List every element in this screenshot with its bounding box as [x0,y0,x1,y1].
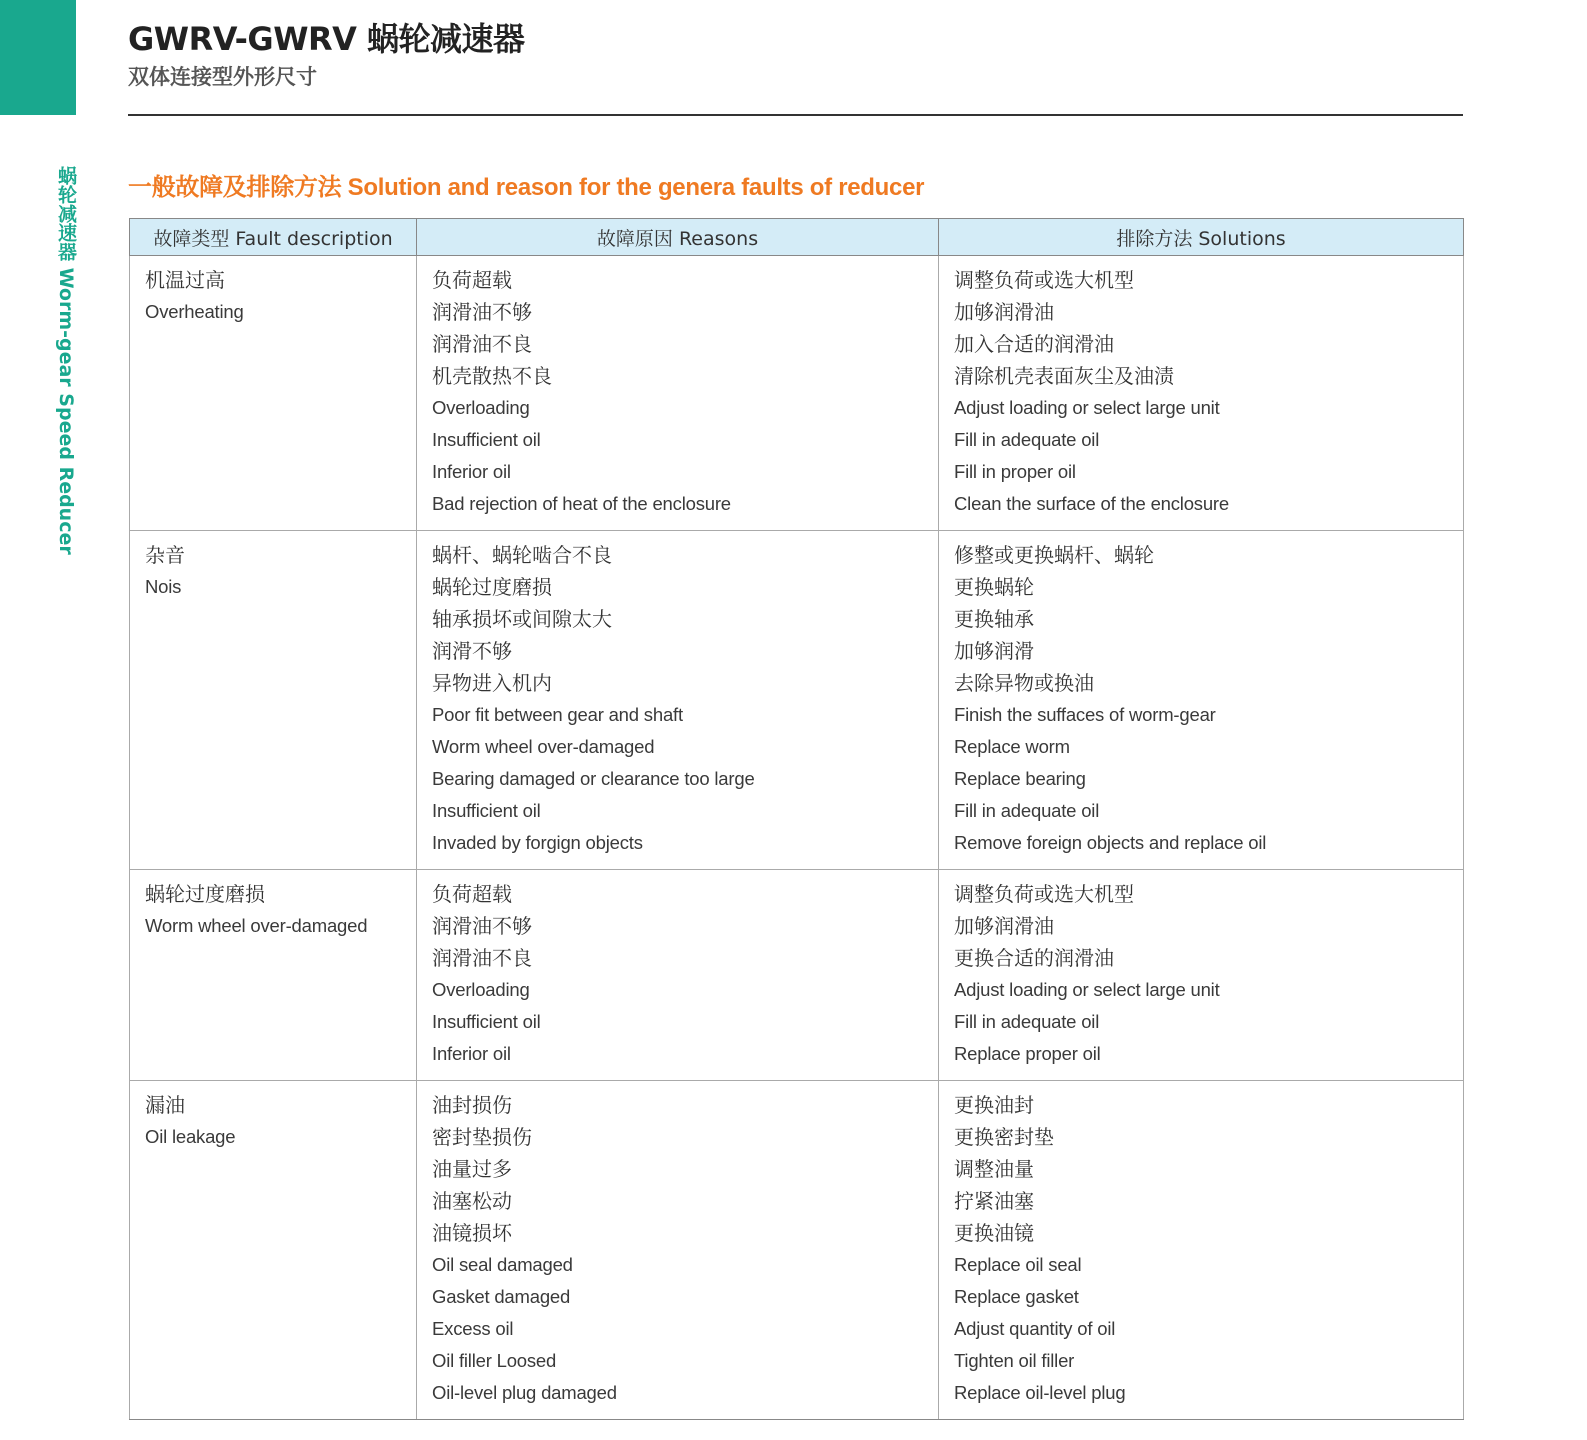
cell-line: 更换合适的润滑油 [954,946,1114,970]
cell-line: 加够润滑 [954,639,1034,663]
fault-table-body [130,256,1464,1420]
section-title: 一般故障及排除方法 Solution and reason for the genera faults of reducer [128,174,925,201]
page-subtitle: 双体连接型外形尺寸 [128,65,317,89]
cell-line: Oil leakage [145,1126,236,1147]
table-row [130,1081,1464,1420]
cell-line: 机壳散热不良 [432,364,552,388]
cell-line: 拧紧油塞 [954,1189,1034,1213]
cell-line: 加够润滑油 [954,914,1054,938]
cell-line: 机温过高 [145,268,225,292]
cell-line: Replace gasket [954,1286,1079,1307]
cell-line: 油塞松动 [432,1189,512,1213]
cell-line: Inferior oil [432,461,511,482]
cell-line: 蜗轮过度磨损 [432,575,552,599]
cell-line: 润滑不够 [432,639,512,663]
cell-line: 轴承损坏或间隙太大 [432,607,612,631]
cell-line: Overloading [432,979,530,1000]
cell-line: 修整或更换蜗杆、蜗轮 [954,543,1154,567]
cell-line: Overloading [432,397,530,418]
cell-line: Oil-level plug damaged [432,1382,617,1403]
reasons-cell [417,256,939,531]
cell-line: 蜗轮过度磨损 [145,882,265,906]
cell-line: 油封损伤 [432,1093,512,1117]
cell-line: 调整负荷或选大机型 [954,268,1134,292]
side-label: 蜗轮减速器 Worm-gear Speed Reducer [55,166,77,555]
fault-table [129,218,1464,1420]
cell-line: Oil seal damaged [432,1254,573,1275]
cell-line: 润滑油不良 [432,332,532,356]
cell-line: 更换蜗轮 [954,575,1034,599]
header-fault-description: 故障类型 Fault description [130,219,417,256]
cell-line: 去除异物或换油 [954,671,1094,695]
cell-line: Adjust quantity of oil [954,1318,1116,1339]
cell-line: Fill in adequate oil [954,429,1100,450]
cell-line: 润滑油不良 [432,946,532,970]
cell-line: 更换油封 [954,1093,1034,1117]
cell-line: 加够润滑油 [954,300,1054,324]
cell-line: Replace oil seal [954,1254,1082,1275]
cell-line: Worm wheel over-damaged [145,915,368,936]
cell-line: Fill in proper oil [954,461,1076,482]
fault-cell [130,531,417,870]
fault-cell [130,256,417,531]
cell-line: Overheating [145,301,244,322]
cell-line: 漏油 [145,1093,185,1117]
cell-line: Inferior oil [432,1043,511,1064]
cell-line: 负荷超载 [432,882,512,906]
cell-line: Tighten oil filler [954,1350,1075,1371]
cell-line: Insufficient oil [432,429,541,450]
cell-line: 调整负荷或选大机型 [954,882,1134,906]
cell-line: Replace bearing [954,768,1086,789]
solutions-cell [939,1081,1464,1420]
cell-line: Bad rejection of heat of the enclosure [432,493,731,514]
cell-line: Fill in adequate oil [954,1011,1100,1032]
cell-line: Worm wheel over-damaged [432,736,655,757]
cell-line: 更换轴承 [954,607,1034,631]
reasons-cell [417,870,939,1081]
cell-line: Excess oil [432,1318,514,1339]
cell-line: Insufficient oil [432,1011,541,1032]
header-solutions: 排除方法 Solutions [939,219,1464,256]
fault-cell [130,870,417,1081]
cell-line: 调整油量 [954,1157,1034,1181]
side-accent-block [0,0,76,115]
cell-line: Nois [145,576,182,597]
cell-line: Finish the suffaces of worm-gear [954,704,1216,725]
cell-line: 油量过多 [432,1157,512,1181]
solutions-cell [939,256,1464,531]
cell-line: 负荷超载 [432,268,512,292]
cell-line: 杂音 [145,543,185,567]
cell-line: Remove foreign objects and replace oil [954,832,1267,853]
cell-line: 更换密封垫 [954,1125,1054,1149]
cell-line: Adjust loading or select large unit [954,397,1220,418]
table-row [130,256,1464,531]
cell-line: Insufficient oil [432,800,541,821]
header-divider [128,114,1463,116]
solutions-cell [939,531,1464,870]
cell-line: 加入合适的润滑油 [954,332,1114,356]
cell-line: Invaded by forgign objects [432,832,643,853]
cell-line: Bearing damaged or clearance too large [432,768,755,789]
reasons-cell [417,1081,939,1420]
cell-line: 蜗杆、蜗轮啮合不良 [432,543,612,567]
table-header-row [130,219,1464,256]
cell-line: Replace worm [954,736,1070,757]
fault-cell [130,1081,417,1420]
cell-line: Adjust loading or select large unit [954,979,1220,1000]
cell-line: Replace oil-level plug [954,1382,1126,1403]
page-title: GWRV-GWRV 蜗轮减速器 [128,20,525,58]
cell-line: Clean the surface of the enclosure [954,493,1229,514]
cell-line: Gasket damaged [432,1286,571,1307]
cell-line: 异物进入机内 [432,671,552,695]
table-row [130,870,1464,1081]
cell-line: 油镜损坏 [432,1221,512,1245]
cell-line: Fill in adequate oil [954,800,1100,821]
solutions-cell [939,870,1464,1081]
cell-line: Replace proper oil [954,1043,1101,1064]
cell-line: 润滑油不够 [432,914,532,938]
cell-line: 密封垫损伤 [432,1125,532,1149]
reasons-cell [417,531,939,870]
header-reasons: 故障原因 Reasons [417,219,939,256]
table-row [130,531,1464,870]
cell-line: 清除机壳表面灰尘及油渍 [954,364,1174,388]
cell-line: 更换油镜 [954,1221,1034,1245]
cell-line: 润滑油不够 [432,300,532,324]
cell-line: Poor fit between gear and shaft [432,704,683,725]
cell-line: Oil filler Loosed [432,1350,557,1371]
